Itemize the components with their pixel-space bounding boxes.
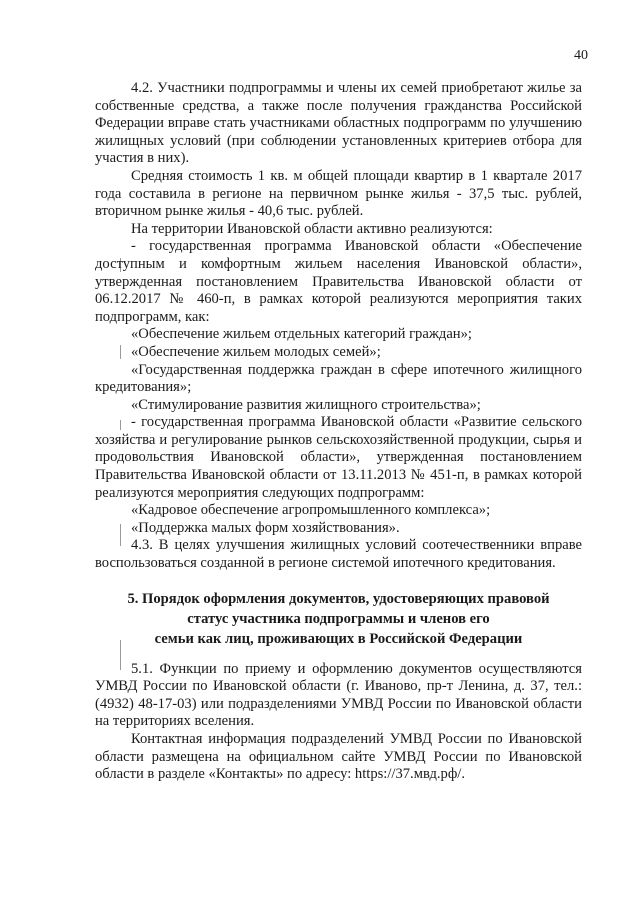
paragraph-program-agriculture: - государственная программа Ивановской области «Развитие сельского хозяйства и регулирование рынков сельскохозяйственной продукции, сырья и продовольствия Ивановской области», утвержденная постановлением Правительства Ивановской области от 13.11.2013 № 451-п, в рамках которой реализуются мероприятия следующих подпрограмм:: [95, 414, 582, 501]
page-number: 40: [574, 48, 588, 63]
section-heading-line: статус участника подпрограммы и членов его: [187, 610, 490, 627]
section-heading-line: 5. Порядок оформления документов, удостоверяющих правовой: [127, 590, 550, 607]
list-item-subprogram: «Государственная поддержка граждан в сфере ипотечного жилищного кредитования»;: [95, 361, 582, 396]
paragraph-program-housing: - государственная программа Ивановской области «Обеспечение доступным и комфортным жильем населения Ивановской области», утвержденная постановлением Правительства Ивановской области от 06.12.2017 № 460-п, в рамках которой реализуются мероприятия таких подпрограмм, как:: [95, 238, 582, 325]
list-item-subprogram: «Поддержка малых форм хозяйствования».: [131, 519, 400, 536]
list-item-subprogram: «Кадровое обеспечение агропромышленного комплекса»;: [131, 502, 491, 519]
list-item-subprogram: «Обеспечение жильем отдельных категорий граждан»;: [131, 326, 472, 343]
paragraph-5-1: 5.1. Функции по приему и оформлению документов осуществляются УМВД России по Ивановской области (г. Иваново, пр-т Ленина, д. 37, тел.: (4932) 48-17-03) или подразделениями УМВД России по Ивановской области на территориях вселения.: [95, 660, 582, 730]
document-body: [95, 80, 582, 784]
list-item-subprogram: «Обеспечение жильем молодых семей»;: [131, 343, 381, 360]
paragraph-avg-cost: Средняя стоимость 1 кв. м общей площади квартир в 1 квартале 2017 года составила в регионе на первичном рынке жилья - 37,5 тыс. рублей, вторичном рынке жилья - 40,6 тыс. рублей.: [95, 167, 582, 220]
paragraph-programs-intro: На территории Ивановской области активно реализуются:: [131, 220, 493, 237]
section-heading-line: семьи как лиц, проживающих в Российской Федерации: [154, 630, 523, 647]
paragraph-4-2: 4.2. Участники подпрограммы и члены их семей приобретают жилье за собственные средства, а также после получения гражданства Российской Федерации вправе стать участниками областных подпрограмм по улучшению жилищных условий (при соблюдении установленных критериев отбора для участия в них).: [95, 80, 582, 167]
paragraph-contacts: Контактная информация подразделений УМВД России по Ивановской области размещена на официальном сайте УМВД России по Ивановской области в разделе «Контакты» по адресу: https://37.мвд.рф/.: [95, 731, 582, 783]
paragraph-4-3: 4.3. В целях улучшения жилищных условий соотечественники вправе воспользоваться созданной в регионе системой ипотечного кредитования.: [95, 537, 582, 572]
section-heading: [95, 589, 582, 649]
list-item-subprogram: «Стимулирование развития жилищного строительства»;: [131, 396, 481, 413]
